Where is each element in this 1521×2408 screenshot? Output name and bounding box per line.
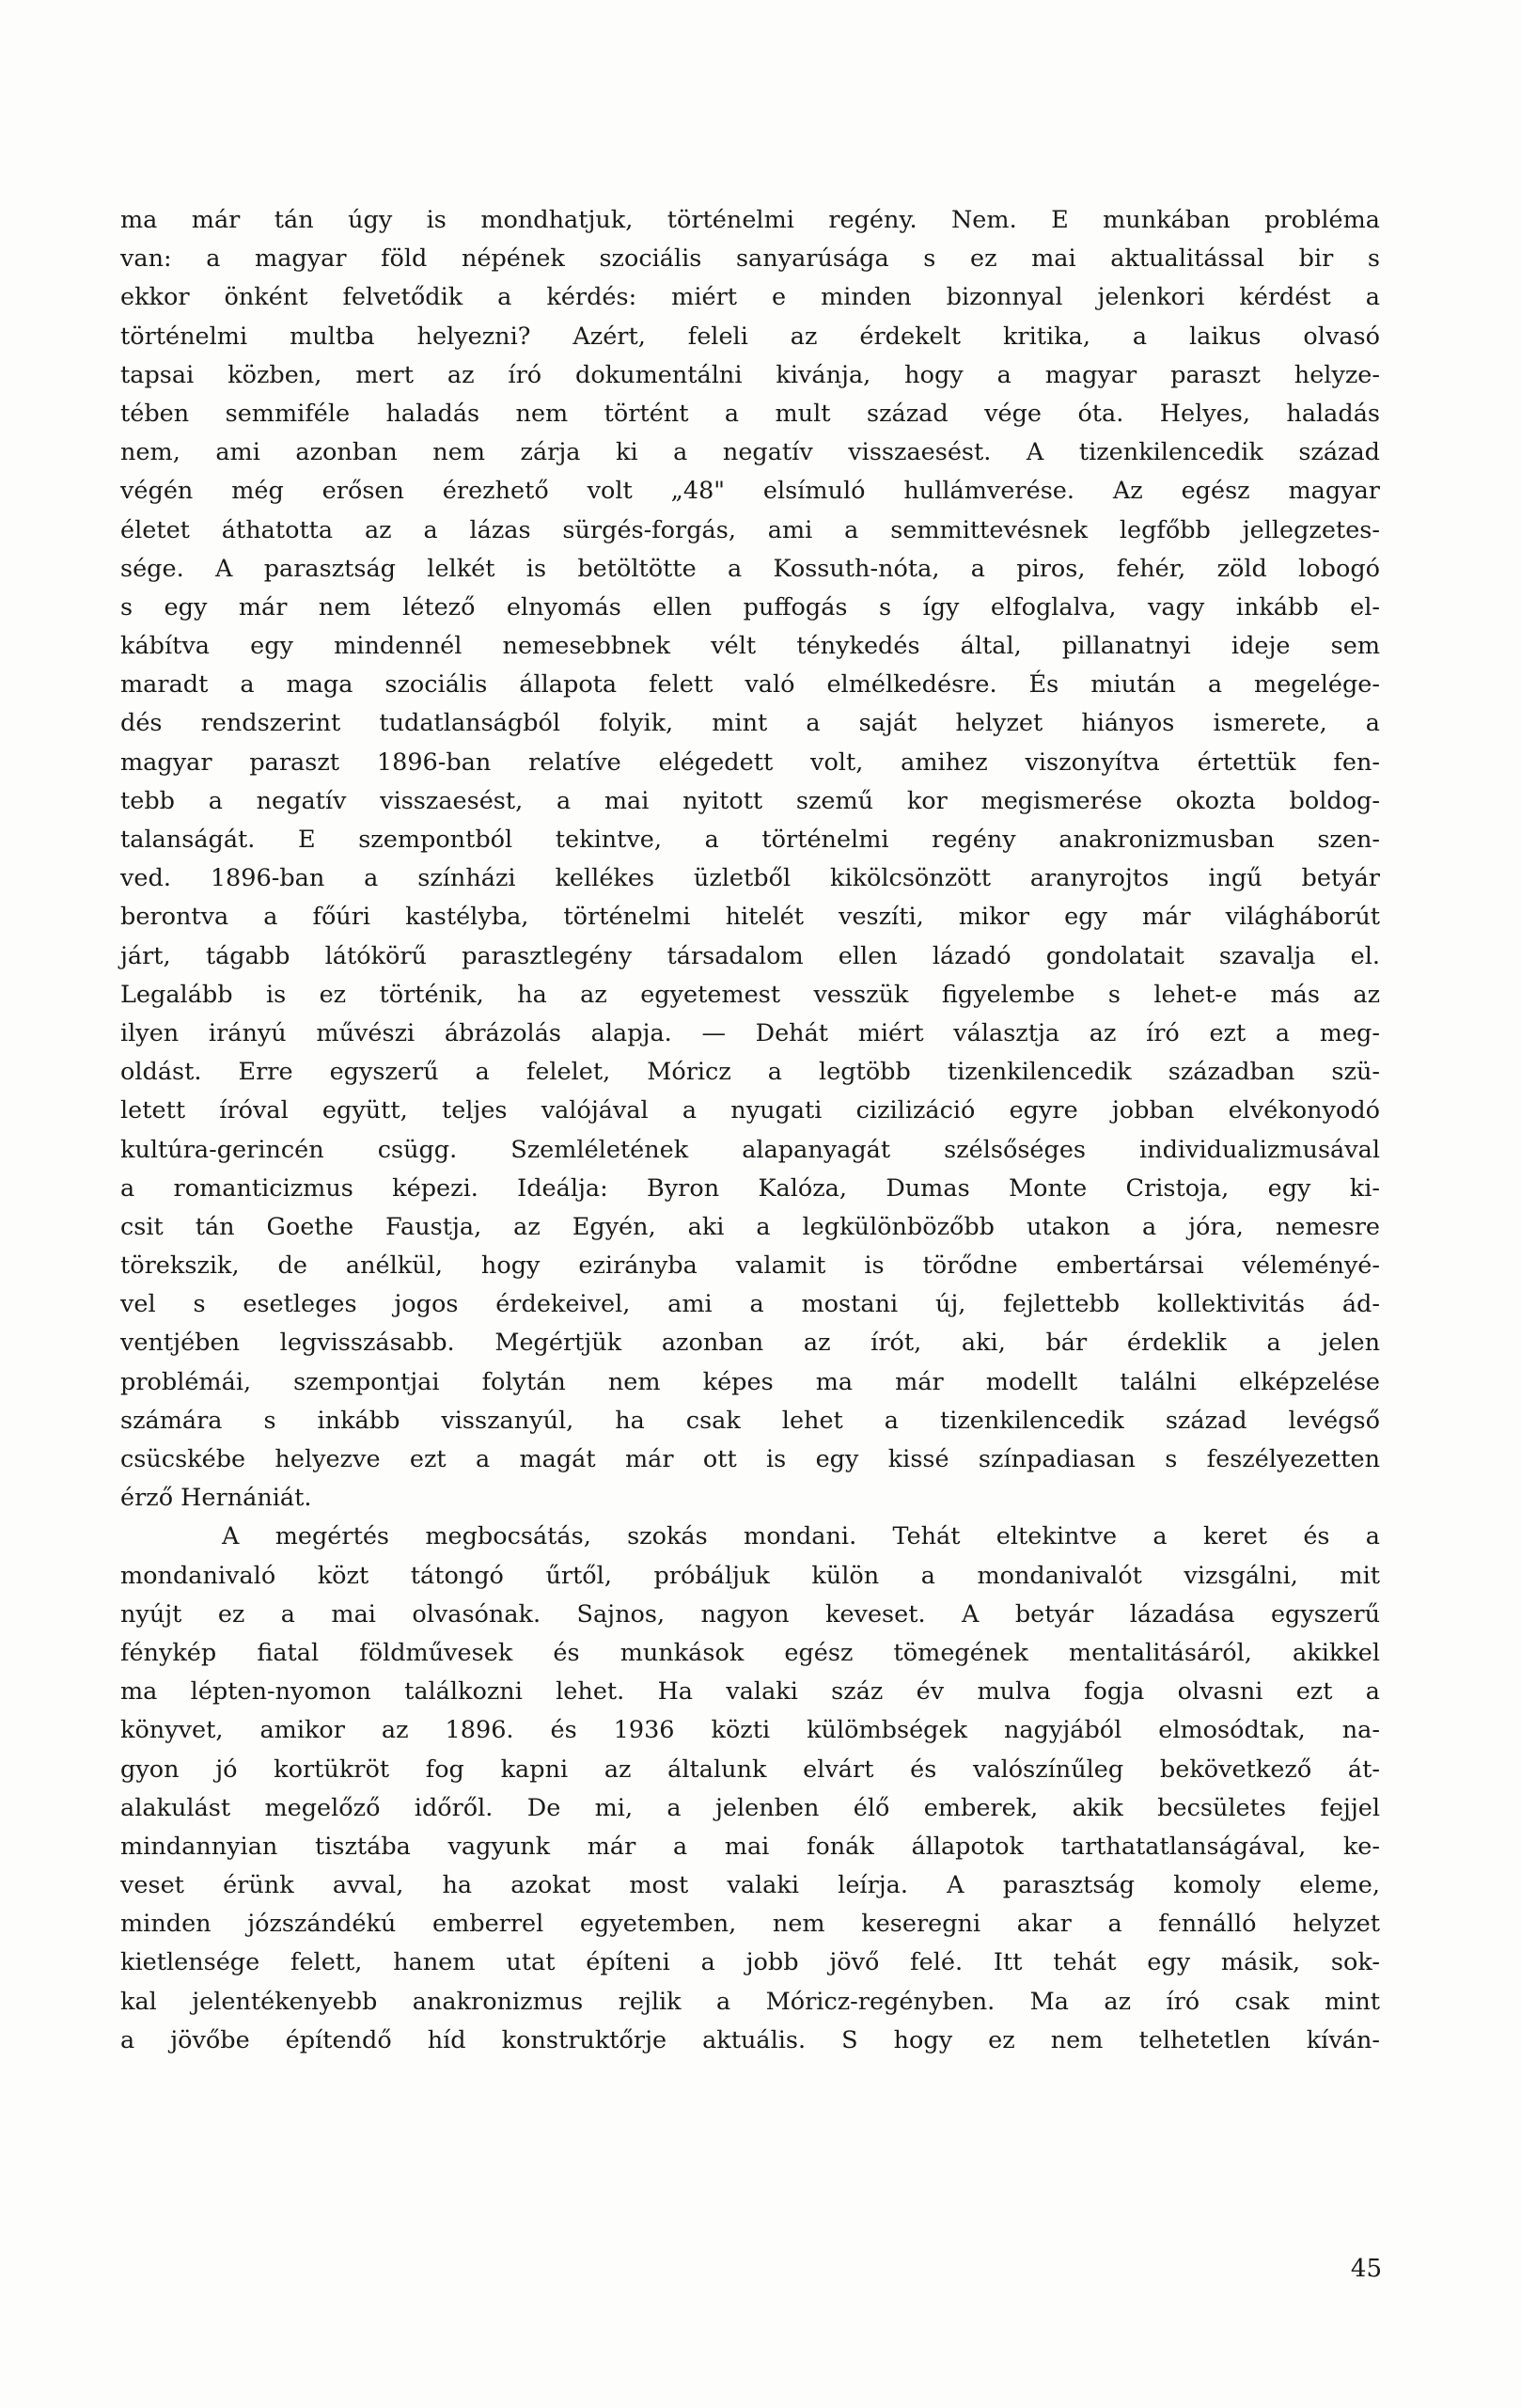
text-line: kábítva egy mindennél nemesebbnek vélt ténykedés által, pillanatnyi ideje sem [120, 632, 1380, 661]
text-line: kietlensége felett, hanem utat építeni a jobb jövő felé. Itt tehát egy másik, sok- [120, 1948, 1380, 1977]
text-line: életet áthatotta az a lázas sürgés-forgás, ami a semmittevésnek legfőbb jellegzetes- [120, 515, 1380, 544]
text-line: problémái, szempontjai folytán nem képes ma már modellt találni elképzelése [120, 1367, 1380, 1396]
text-line: magyar paraszt 1896-ban relatíve elégedett volt, amihez viszonyítva értettük fen- [120, 748, 1380, 777]
text-line: csücskébe helyezve ezt a magát már ott is egy kissé színpadiasan s feszélyezetten [120, 1445, 1380, 1473]
text-line: számára s inkább visszanyúl, ha csak lehet a tizenkilencedik század levégső [120, 1406, 1380, 1435]
text-line: kal jelentékenyebb anakronizmus rejlik a Móricz-regényben. Ma az író csak mint [120, 1987, 1380, 2016]
text-line: talanságát. E szempontból tekintve, a történelmi regény anakronizmusban szen- [120, 826, 1380, 854]
text-line: tében semmiféle haladás nem történt a mult század vége óta. Helyes, haladás [120, 399, 1380, 428]
text-line: A megértés megbocsátás, szokás mondani. Tehát eltekintve a keret és a [222, 1522, 1380, 1551]
text-line: kultúra-gerincén csügg. Szemléletének alapanyagát szélsőséges individualizmusával [120, 1135, 1380, 1164]
text-line: van: a magyar föld népének szociális sanyarúsága s ez mai aktualitással bir s [120, 244, 1380, 274]
text-line: járt, tágabb látókörű parasztlegény társadalom ellen lázadó gondolatait szavalja el. [120, 941, 1380, 970]
text-line: ved. 1896-ban a színházi kellékes üzletből kikölcsönzött aranyrojtos ingű betyár [120, 864, 1380, 893]
text-line: ventjében legvisszásabb. Megértjük azonban az írót, aki, bár érdeklik a jelen [120, 1329, 1380, 1358]
text-line: oldást. Erre egyszerű a felelet, Móricz a legtöbb tizenkilencedik században szü- [120, 1058, 1380, 1087]
text-line: berontva a főúri kastélyba, történelmi hitelét veszíti, mikor egy már világháborút [120, 903, 1380, 932]
text-line: vel s esetleges jogos érdekeivel, ami a mostani új, fejlettebb kollektivitás ád- [120, 1290, 1380, 1319]
text-line: gyon jó kortükröt fog kapni az általunk elvárt és valószínűleg bekövetkező át- [120, 1755, 1380, 1784]
text-line: ma lépten-nyomon találkozni lehet. Ha valaki száz év mulva fogja olvasni ezt a [120, 1677, 1380, 1707]
text-line: végén még erősen érezhető volt „48" elsímuló hullámverése. Az egész magyar [120, 477, 1380, 506]
text-line: könyvet, amikor az 1896. és 1936 közti külömbségek nagyjából elmosódtak, na- [120, 1716, 1380, 1745]
text-line: minden józszándékú emberrel egyetemben, nem keseregni akar a fennálló helyzet [120, 1910, 1380, 1939]
text-line: csit tán Goethe Faustja, az Egyén, aki a legkülönbözőbb utakon a jóra, nemesre [120, 1212, 1380, 1241]
paragraph [120, 1518, 1380, 2060]
text-line: ma már tán úgy is mondhatjuk, történelmi regény. Nem. E munkában probléma [120, 206, 1380, 234]
text-line: nyújt ez a mai olvasónak. Sajnos, nagyon keveset. A betyár lázadása egyszerű [120, 1599, 1380, 1629]
page-number: 45 [1350, 2255, 1382, 2283]
text-line: veset érünk avval, ha azokat most valaki leírja. A parasztság komoly eleme, [120, 1871, 1380, 1900]
text-line: s egy már nem létező elnyomás ellen puffogás s így elfoglalva, vagy inkább el- [120, 592, 1380, 622]
text-line: alakulást megelőző időről. De mi, a jelenben élő emberek, akik becsületes fejjel [120, 1793, 1380, 1822]
text-line: nem, ami azonban nem zárja ki a negatív visszaesést. A tizenkilencedik század [120, 438, 1380, 467]
text-line: mondanivaló közt tátongó űrtől, próbáljuk külön a mondanivalót vizsgálni, mit [120, 1561, 1380, 1590]
text-line: Legalább is ez történik, ha az egyetemest vesszük figyelembe s lehet-e más az [120, 980, 1380, 1009]
text-line: ekkor önként felvetődik a kérdés: miért e minden bizonnyal jelenkori kérdést a [120, 283, 1380, 312]
text-line: letett íróval együtt, teljes valójával a nyugati cizilizáció egyre jobban elvékonyodó [120, 1096, 1380, 1125]
text-line: mindannyian tisztába vagyunk már a mai fonák állapotok tarthatatlanságával, ke- [120, 1832, 1380, 1861]
text-line: dés rendszerint tudatlanságból folyik, mint a saját helyzet hiányos ismerete, a [120, 709, 1380, 738]
text-line: tapsai közben, mert az író dokumentálni kivánja, hogy a magyar paraszt helyze- [120, 360, 1380, 389]
text-line: ilyen irányú művészi ábrázolás alapja. — Dehát miért választja az író ezt a meg- [120, 1018, 1380, 1047]
text-line: fénykép fiatal földművesek és munkások egész tömegének mentalitásáról, akikkel [120, 1638, 1380, 1667]
text-line: a romanticizmus képezi. Ideálja: Byron Kalóza, Dumas Monte Cristoja, egy ki- [120, 1173, 1380, 1203]
text-line: maradt a maga szociális állapota felett való elmélkedésre. És miután a megelége- [120, 670, 1380, 700]
text-line: törekszik, de anélkül, hogy ezirányba valamit is törődne embertársai véleményé- [120, 1251, 1380, 1281]
text-line: sége. A parasztság lelkét is betöltötte a Kossuth-nóta, a piros, fehér, zöld lobogó [120, 554, 1380, 583]
paragraph [120, 201, 1380, 1518]
text-line: tebb a negatív visszaesést, a mai nyitott szemű kor megismerése okozta boldog- [120, 786, 1380, 815]
body-text [120, 201, 1380, 2060]
text-line: történelmi multba helyezni? Azért, feleli az érdekelt kritika, a laikus olvasó [120, 322, 1380, 351]
text-line: érző Hernániát. [120, 1484, 312, 1513]
text-line: a jövőbe építendő híd konstruktőrje aktuális. S hogy ez nem telhetetlen kíván- [120, 2025, 1380, 2054]
